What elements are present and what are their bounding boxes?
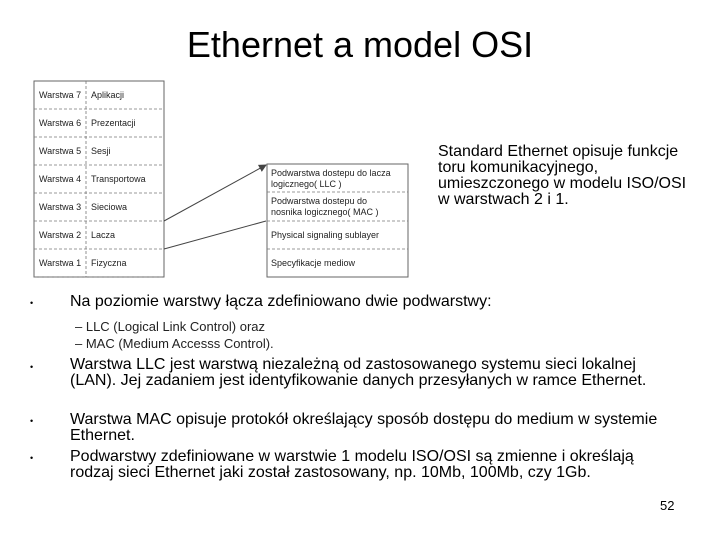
sublayer-label: Physical signaling sublayer <box>271 230 380 240</box>
layer-name-label: Transportowa <box>91 174 146 184</box>
lower-connector-line <box>164 221 266 249</box>
layer-number-label: Warstwa 7 <box>39 90 82 100</box>
sub-bullet-text: – LLC (Logical Link Control) oraz <box>75 319 266 334</box>
slide-title: Ethernet a model OSI <box>186 24 534 65</box>
bullet-text: Na poziomie warstwy łącza zdefiniowano dwie podwarstwy: <box>70 293 492 310</box>
sublayer-label: nosnika logicznego( MAC ) <box>271 207 379 217</box>
layer-number-label: Warstwa 6 <box>39 118 82 128</box>
page-number: 52 <box>660 498 675 513</box>
bullet-text: Podwarstwy zdefiniowane w warstwie 1 modelu ISO/OSI są zmienne i określają rodzaj sieci Ethernet jaki został zastosowany, np. 10Mb, 100Mb, czy 1Gb. <box>70 448 634 481</box>
bullet-marker: • <box>30 416 34 426</box>
sublayer-label: logicznego( LLC ) <box>271 179 342 189</box>
bullet-marker: • <box>30 453 34 463</box>
bullet-text: Warstwa LLC jest warstwą niezależną od zastosowanego systemu sieci lokalnej (LAN). Jej zadaniem jest identyfikowanie danych przesyłanych w ramce Ethernet. <box>70 356 647 389</box>
layer-number-label: Warstwa 3 <box>39 202 82 212</box>
upper-connector-line <box>164 165 266 221</box>
layer-name-label: Lacza <box>91 230 116 240</box>
layer-number-label: Warstwa 2 <box>39 230 82 240</box>
bullet-text: Warstwa MAC opisuje protokół określający sposób dostępu do medium w systemie Ethernet. <box>70 411 658 444</box>
layer-name-label: Aplikacji <box>91 90 125 100</box>
layer-number-label: Warstwa 4 <box>39 174 82 184</box>
layer-name-label: Sesji <box>91 146 111 156</box>
sublayer-label: Specyfikacje mediow <box>271 258 356 268</box>
layer-name-label: Fizyczna <box>91 258 127 268</box>
osi-diagram-svg <box>33 80 409 278</box>
layer-number-label: Warstwa 1 <box>39 258 82 268</box>
sublayer-label: Podwarstwa dostepu do lacza <box>271 168 391 178</box>
layer-name-label: Prezentacji <box>91 118 136 128</box>
bullet-marker: • <box>30 362 34 372</box>
side-note: Standard Ethernet opisuje funkcje toru komunikacyjnego, umieszczonego w modelu ISO/OSI w warstwach 2 i 1. <box>438 143 687 208</box>
layer-name-label: Sieciowa <box>91 202 128 212</box>
bullet-marker: • <box>30 298 34 308</box>
layer-number-label: Warstwa 5 <box>39 146 82 156</box>
sublayer-label: Podwarstwa dostepu do <box>271 196 368 206</box>
osi-diagram <box>33 80 409 278</box>
sub-bullet-text: – MAC (Medium Accesss Control). <box>75 336 274 351</box>
